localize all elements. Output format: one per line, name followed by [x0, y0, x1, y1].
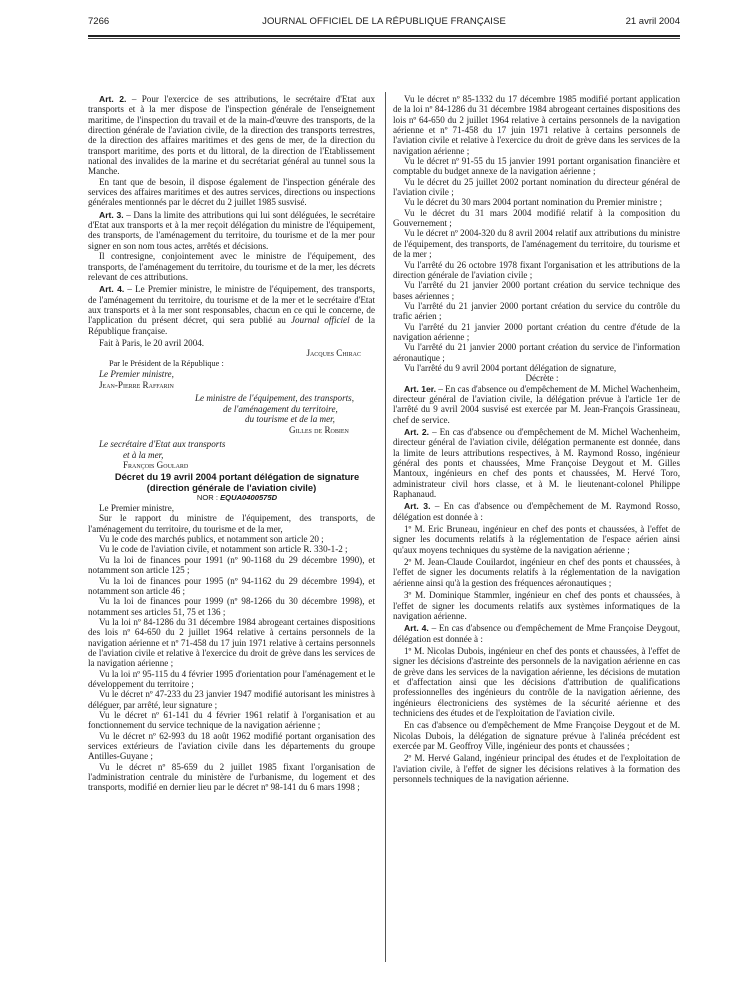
visa-item: Vu le décret nº 62-993 du 18 août 1962 modifié portant organisation des services extérieurs de l'aviation civile dans les départements du groupe Antilles-Guyane ;	[88, 730, 375, 762]
visa-item: Vu le code de l'aviation civile, et notamment son article R. 330-1-2 ;	[99, 544, 348, 555]
right-column	[393, 94, 680, 784]
visa-item: Vu le décret nº 2004-320 du 8 avril 2004 relatif aux attributions du ministre de l'équipement, des transports, de l'aménagement du territoire, du tourisme et de la mer ;	[393, 228, 680, 260]
article-text: – Dans la limite des attributions qui lui sont déléguées, le secrétaire d'Etat aux transports et à la mer reçoit délégation du ministre de l'équipement, des transports, de l'aménagement du territoire, du tourisme et de la mer pour signer en son nom tous actes, arrêtés et décisions.	[88, 209, 375, 251]
visa-item: Vu l'arrêté du 9 avril 2004 portant délégation de signature,	[404, 362, 617, 373]
header-rule-thin	[88, 38, 680, 39]
signature-goulard: François Goulard	[123, 460, 189, 471]
page-number: 7266	[88, 16, 110, 27]
visa-item: Vu la loi nº 95-115 du 4 février 1995 d'orientation pour l'aménagement et le développement du territoire ;	[88, 668, 375, 689]
article-label: Art. 3.	[99, 209, 124, 220]
secretaire-title-line-2: et à la mer,	[123, 449, 164, 460]
article-2-paragraph-2: En tant que de besoin, il dispose également de l'inspection générale des services des affaires maritimes et des autres services, directions ou inspections générales mentionnés par le décret du 2 juillet 1985 susvisé.	[88, 176, 375, 208]
ministre-title-line-3: du tourisme et de la mer,	[245, 414, 335, 425]
nor-code: EQUA0400575D	[220, 492, 278, 502]
article-label: Art. 2.	[404, 427, 430, 437]
article-text: – En cas d'absence ou d'empêchement de M. Michel Wachenheim, directeur général de l'aviation civile, la délégation prévue à l'article 1er de l'arrêté du 9 avril 2004 susvisé est exercée par M. Jean-François Grassineau, chef de service.	[393, 383, 680, 425]
visa-item: Vu l'arrêté du 21 janvier 2000 portant création du service du contrôle du trafic aérien ;	[393, 300, 680, 322]
list-item: 2º M. Jean-Claude Couilardot, ingénieur en chef des ponts et chaussées, à l'effet de signer les documents relatifs à la réglementation de la navigation aérienne ainsi qu'à la gestion des fréquences aéronautiques ;	[393, 557, 680, 588]
visa-item: Vu le décret nº 47-233 du 23 janvier 1947 modifié autorisant les ministres à déléguer, par arrêté, leur signature ;	[88, 689, 375, 710]
visa-item: Vu l'arrêté du 21 janvier 2000 portant création du service technique des bases aériennes ;	[393, 280, 680, 301]
article-label: Art. 2.	[99, 94, 127, 104]
visa-item: Vu le décret nº 91-55 du 15 janvier 1991 portant organisation financière et comptable du budget annexe de la navigation aérienne ;	[393, 156, 680, 177]
article-text: – En cas d'absence ou d'empêchement de M. Michel Wachenheim, directeur général de l'aviation civile, délégation permanente est donnée, dans la limite de leurs attributions respectives, à M. Raymond Rosso, ingénieur général des ponts et chaussées, Mme Françoise Deygout et M. Gilles Mantoux, ingénieurs en chef des ponts et chaussées, M. Hervé Toro, administrateur civil hors classe, et à M. le lieutenant-colonel Philippe Raphanaud.	[393, 427, 681, 500]
signature-raffarin: Jean-Pierre Raffarin	[99, 379, 174, 390]
nor-label: NOR :	[196, 492, 221, 502]
fait-a-paris: Fait à Paris, le 20 avril 2004.	[99, 337, 205, 348]
article-text: – En cas d'absence ou d'empêchement de M. Raymond Rosso, délégation est donnée à :	[393, 501, 680, 522]
journal-title: JOURNAL OFFICIEL DE LA RÉPUBLIQUE FRANÇAISE	[262, 16, 506, 27]
article-text: – En cas d'absence ou d'empêchement de Mme Françoise Deygout, délégation est donnée à :	[393, 623, 680, 644]
visa-item: Vu le décret du 30 mars 2004 portant nomination du Premier ministre ;	[404, 197, 663, 208]
visa-item: Vu la loi de finances pour 1999 (nº 98-1266 du 30 décembre 1998), et notamment ses articles 51, 75 et 136 ;	[88, 596, 375, 617]
signature-chirac: Jacques Chirac	[306, 348, 361, 359]
visa-item: Vu la loi de finances pour 1995 (nº 94-1162 du 29 décembre 1994), et notamment son article 46 ;	[88, 575, 375, 596]
article-text-end: de la République française.	[88, 315, 375, 336]
visa-item: Vu le décret du 25 juillet 2002 portant nomination du directeur général de l'aviation civile ;	[393, 176, 680, 198]
article-label: Art. 4.	[99, 284, 125, 295]
article-4-paragraph-2: En cas d'absence ou d'empêchement de Mme Françoise Deygout et de M. Nicolas Dubois, la délégation de signature prévue à l'alinéa précédent est exercée par M. Geoffroy Ville, ingénieur des ponts et chaussées ;	[393, 720, 680, 751]
premier-ministre-title: Le Premier ministre,	[99, 369, 174, 380]
visa-item: Vu le décret nº 85-659 du 2 juillet 1985 fixant l'organisation de l'administration centrale du ministère de l'urbanisme, du logement et des transports, modifié en dernier lieu par le décret nº 98-141 du 6 mars 1998 ;	[88, 761, 375, 793]
visa-item: Vu le décret nº 61-141 du 4 février 1961 relatif à l'organisation et au fonctionnement du service technique de la navigation aérienne ;	[88, 709, 375, 731]
list-item: 1º M. Eric Bruneau, ingénieur en chef des ponts et chaussées, à l'effet de signer les documents relatifs à la réglementation de l'espace aérien ainsi qu'aux moyens techniques du système de la navigation aérienne ;	[393, 524, 680, 555]
list-item: 2º M. Hervé Galand, ingénieur principal des études et de l'exploitation de l'aviation civile, à l'effet de signer les décisions relatives à la formation des personnels techniques de la navigation aérienne.	[393, 753, 680, 784]
visa-item: Vu l'arrêté du 21 janvier 2000 portant création du centre d'étude de la navigation aérienne ;	[393, 321, 680, 342]
running-header	[88, 16, 680, 30]
article-1-paragraph	[393, 384, 680, 425]
signature-de-robien: Gilles de Robien	[289, 424, 349, 435]
issue-date: 21 avril 2004	[625, 16, 680, 27]
visa-item: Vu le décret nº 85-1332 du 17 décembre 1985 modifié portant application de la loi nº 84-1286 du 31 décembre 1984 abrogeant certaines dispositions des lois nº 64-650 du 2 juillet 1964 relative à certains personnels de la navigation aérienne et nº 71-458 du 17 juin 1971 relative à certains personnels de l'aviation civile et relative à l'exercice du droit de grève dans les services de la navigation aérienne ;	[393, 94, 680, 156]
visa-item: Vu l'arrêté du 26 octobre 1978 fixant l'organisation et les attributions de la direction générale de l'aviation civile ;	[393, 259, 680, 280]
par-le-president: Par le Président de la République :	[109, 358, 224, 368]
article-3-paragraph-2: Il contresigne, conjointement avec le ministre de l'équipement, des transports, de l'aménagement du territoire, du tourisme et de la mer, les décrets relevant de ces attributions.	[88, 251, 375, 282]
ministre-title-line-1: Le ministre de l'équipement, des transports,	[195, 393, 354, 404]
list-item: 1º M. Nicolas Dubois, ingénieur en chef des ponts et chaussées, à l'effet de signer les décisions d'astreinte des personnels de la navigation aérienne en cas de grève dans les services de la navigation aérienne, les décisions de mutation et d'affectation ainsi que les décisions d'attribution de qualifications professionnelles des ingénieurs du contrôle de la navigation aérienne, des ingénieurs électroniciens des systèmes de la sécurité aérienne et des techniciens des études et de l'exploitation de l'aviation civile.	[393, 645, 680, 718]
list-item: 3º M. Dominique Stammler, ingénieur en chef des ponts et chaussées, à l'effet de signer les documents relatifs aux systèmes informatiques de la navigation aérienne.	[393, 590, 680, 621]
visa-item: Vu la loi de finances pour 1991 (nº 90-1168 du 29 décembre 1990), et notamment son article 125 ;	[88, 554, 375, 576]
article-label: Art. 4.	[404, 623, 429, 634]
visa-item: Vu l'arrêté du 21 janvier 2000 portant création du service de l'information aéronautique ;	[393, 342, 680, 363]
article-label: Art. 1er.	[404, 383, 437, 394]
column-divider	[385, 92, 386, 962]
premier-ministre-line: Le Premier ministre,	[99, 503, 175, 514]
header-rule	[88, 35, 680, 37]
article-3-paragraph	[88, 210, 375, 251]
article-4-paragraph	[88, 284, 375, 336]
article-2-paragraph	[393, 427, 680, 499]
visa-item: Vu le décret du 31 mars 2004 modifié relatif à la composition du Gouvernement ;	[393, 207, 680, 229]
left-column	[88, 94, 375, 793]
article-text: – Le Premier ministre, le ministre de l'équipement, des transports, de l'aménagement du territoire, du tourisme et de la mer et le secrétaire d'Etat aux transports et à la mer sont responsables, chacun en ce qui le concerne, de l'application du présent décret, qui sera publié au	[88, 284, 375, 326]
decrete-heading: Décrète :	[525, 373, 559, 384]
journal-officiel-italic: Journal officiel	[290, 315, 350, 326]
visa-item: Vu le code des marchés publics, et notamment son article 20 ;	[99, 534, 324, 545]
ministre-title-line-2: de l'aménagement du territoire,	[223, 403, 338, 414]
article-4-paragraph	[393, 623, 680, 644]
decret-title: Décret du 19 avril 2004 portant délégation de signature (direction générale de l'aviation civile)	[114, 470, 360, 493]
article-3-paragraph	[393, 501, 680, 522]
secretaire-title-line-1: Le secrétaire d'Etat aux transports	[99, 439, 226, 450]
rapport-line: Sur le rapport du ministre de l'équipement, des transports, de l'aménagement du territoire, du tourisme et de la mer,	[88, 513, 375, 534]
article-2-paragraph	[88, 94, 375, 177]
article-text: – Pour l'exercice de ses attributions, le secrétaire d'Etat aux transports et à la mer dispose de l'inspection générale de l'enseignement maritime, de l'inspection du travail et de la main-d'œuvre des transports, de la direction générale de l'aviation civile, de la direction des transports terrestres, de la direction des affaires maritimes et des gens de mer, de la direction du transport maritime, des ports et du littoral, de la direction de l'Etablissement national des invalides de la marine et du secrétariat général au tunnel sous la Manche.	[88, 94, 376, 177]
visa-item: Vu la loi nº 84-1286 du 31 décembre 1984 abrogeant certaines dispositions des lois nº 64-650 du 2 juillet 1964 relative à certains personnels de la navigation aérienne et nº 71-458 du 17 juin 1971 relative à certains personnels de l'aviation civile et relative à l'exercice du droit de grève dans les services de la navigation aérienne ;	[88, 616, 375, 669]
nor-reference	[88, 493, 375, 503]
article-label: Art. 3.	[404, 501, 431, 512]
